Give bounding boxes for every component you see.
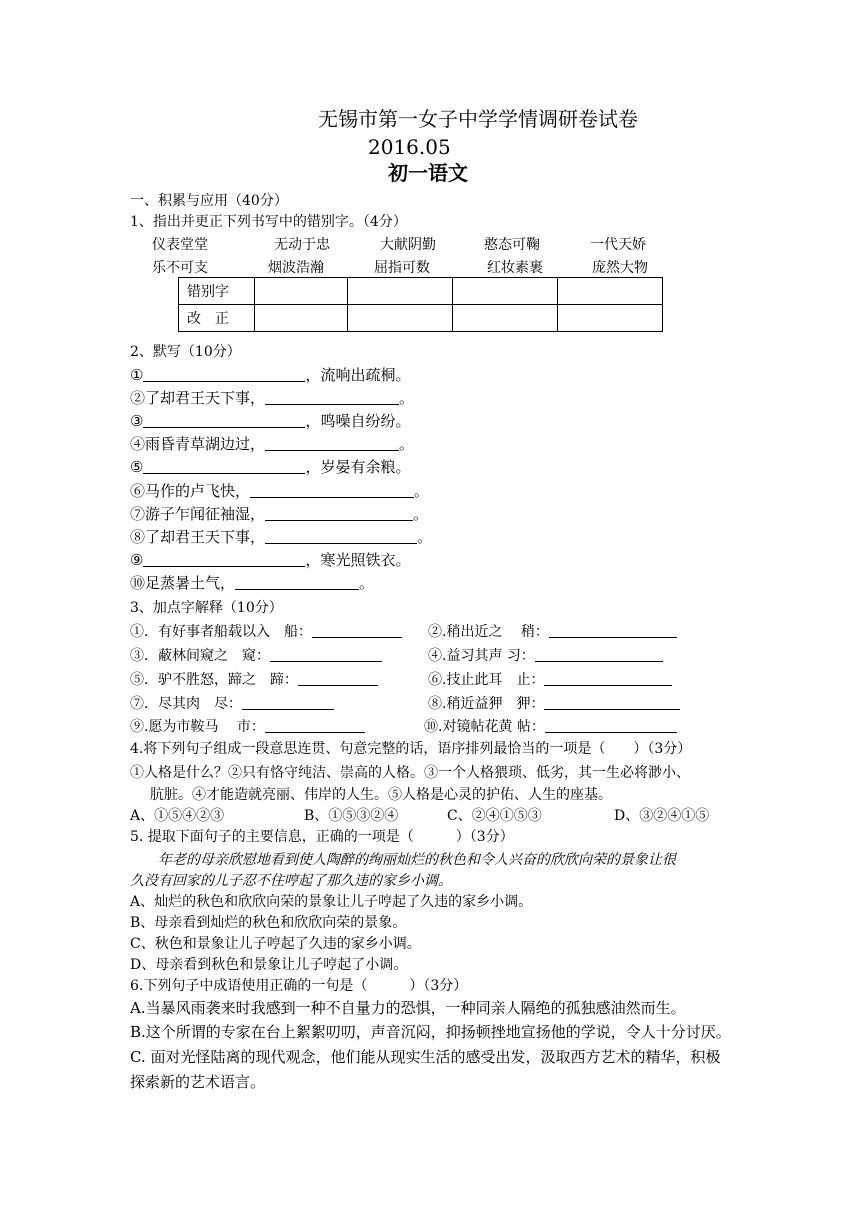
q3-item: ⑦．尽其肉 尽： bbox=[130, 695, 334, 713]
q3-item: ④.益习其声 习： bbox=[428, 647, 663, 665]
recite-line: ⑦游子乍闻征袖湿， 。 bbox=[130, 505, 429, 523]
q1-answer-table bbox=[178, 277, 663, 332]
q3-item: ⑥.技止此耳 止： bbox=[428, 671, 672, 689]
recite-line: ③ ，鸣噪自纷纷。 bbox=[130, 412, 411, 430]
q5-option-d: D、母亲看到秋色和景象让儿子哼起了小调。 bbox=[130, 957, 408, 973]
recite-line: ②了却君王天下事， 。 bbox=[130, 389, 415, 407]
q5-option-b: B、母亲看到灿烂的秋色和欣欣向荣的景象。 bbox=[130, 915, 407, 931]
q6-option-c-cont: 探索新的艺术语言。 bbox=[130, 1073, 266, 1091]
answer-cell[interactable] bbox=[348, 278, 453, 305]
subject-title: 初一语文 bbox=[388, 161, 468, 185]
q5-prompt: 5. 提取下面句子的主要信息，正确的一项是（ ）（3分） bbox=[130, 829, 514, 845]
q3-item: ⑧.稍近益狎 狎： bbox=[428, 695, 680, 713]
q3-prompt: 3、加点字解释（10分） bbox=[130, 600, 283, 616]
recite-line: ⑤ ，岁晏有余粮。 bbox=[130, 458, 411, 476]
q2-prompt: 2、默写（10分） bbox=[130, 344, 241, 360]
section-title: 一、积累与应用（40分） bbox=[130, 193, 288, 209]
q1-word: 憨态可鞠 bbox=[484, 237, 540, 253]
school-title: 无锡市第一女子中学学情调研卷试卷 bbox=[318, 107, 638, 131]
recite-line: ④雨昏青草湖边过， 。 bbox=[130, 435, 415, 453]
answer-blank[interactable] bbox=[143, 459, 305, 474]
q3-item: ②.稍出近之 稍： bbox=[428, 623, 677, 641]
answer-blank[interactable] bbox=[312, 623, 402, 638]
answer-cell[interactable] bbox=[255, 305, 348, 332]
answer-blank[interactable] bbox=[242, 695, 334, 710]
answer-blank[interactable] bbox=[265, 529, 417, 544]
answer-cell[interactable] bbox=[453, 305, 558, 332]
q6-option-a: A.当暴风雨袭来时我感到一种不自量力的恐惧，一种同亲人隔绝的孤独感油然而生。 bbox=[130, 999, 686, 1017]
answer-blank[interactable] bbox=[143, 552, 305, 567]
q1-word: 烟波浩瀚 bbox=[268, 260, 324, 276]
exam-date: 2016.05 bbox=[368, 135, 451, 159]
q6-option-c: C. 面对光怪陆离的现代观念，他们能从现实生活的感受出发，汲取西方艺术的精华，积极 bbox=[130, 1048, 721, 1066]
q4-option-d: D、③②④①⑤ bbox=[614, 808, 710, 824]
q5-option-a: A、灿烂的秋色和欣欣向荣的景象让儿子哼起了久违的家乡小调。 bbox=[130, 894, 533, 910]
q4-text: 肮脏。④才能造就亮丽、伟岸的人生。⑤人格是心灵的护佑、人生的座基。 bbox=[150, 787, 612, 803]
recite-line: ⑩足蒸暑土气， 。 bbox=[130, 574, 375, 592]
recite-line: ⑥马作的卢飞快， 。 bbox=[130, 482, 430, 500]
answer-blank[interactable] bbox=[143, 367, 305, 382]
q4-option-b: B、①⑤③②④ bbox=[304, 808, 399, 824]
answer-cell[interactable] bbox=[348, 305, 453, 332]
table-row-label: 错别字 bbox=[179, 278, 255, 305]
q1-word: 乐不可支 bbox=[152, 260, 208, 276]
answer-blank[interactable] bbox=[235, 575, 359, 590]
answer-cell[interactable] bbox=[558, 278, 663, 305]
q1-word: 庞然大物 bbox=[592, 260, 648, 276]
answer-blank[interactable] bbox=[545, 718, 677, 733]
answer-cell[interactable] bbox=[453, 278, 558, 305]
q1-word: 屈指可数 bbox=[374, 260, 430, 276]
answer-blank[interactable] bbox=[265, 718, 365, 733]
q1-word: 大献阴勤 bbox=[380, 237, 436, 253]
q3-item: ⑤．驴不胜怒，蹄之 蹄： bbox=[130, 671, 378, 689]
q4-option-a: A、①⑤④②③ bbox=[130, 808, 225, 824]
q4-option-c: C、②④①⑤③ bbox=[447, 808, 542, 824]
q5-option-c: C、秋色和景象让儿子哼起了久违的家乡小调。 bbox=[130, 936, 421, 952]
q3-item: ③．蔽林间窥之 窥： bbox=[130, 647, 382, 665]
answer-blank[interactable] bbox=[544, 671, 672, 686]
q1-word: 仪表堂堂 bbox=[152, 237, 208, 253]
q6-option-b: B.这个所谓的专家在台上絮絮叨叨，声音沉闷，抑扬顿挫地宣扬他的学说，令人十分讨厌。 bbox=[130, 1023, 731, 1041]
recite-line: ① ，流响出疏桐。 bbox=[130, 366, 411, 384]
q1-word: 无动于忠 bbox=[274, 237, 330, 253]
recite-line: ⑨ ，寒光照铁衣。 bbox=[130, 551, 411, 569]
answer-blank[interactable] bbox=[250, 483, 414, 498]
answer-cell[interactable] bbox=[255, 278, 348, 305]
answer-blank[interactable] bbox=[535, 647, 663, 662]
q3-item: ⑨.愿为市鞍马 市： bbox=[130, 718, 365, 736]
table-row-label: 改 正 bbox=[179, 305, 255, 332]
answer-blank[interactable] bbox=[265, 436, 399, 451]
answer-blank[interactable] bbox=[549, 623, 677, 638]
q1-word: 红妆素裹 bbox=[487, 260, 543, 276]
q5-sentence: 久没有回家的儿子忍不住哼起了那久违的家乡小调。 bbox=[130, 873, 452, 889]
answer-cell[interactable] bbox=[558, 305, 663, 332]
recite-line: ⑧了却君王天下事， 。 bbox=[130, 528, 433, 546]
q5-sentence: 年老的母亲欣慰地看到使人陶醉的绚丽灿烂的秋色和令人兴奋的欣欣向荣的景象让很 bbox=[158, 852, 676, 868]
q6-prompt: 6.下列句子中成语使用正确的一句是（ ）（3分） bbox=[130, 978, 468, 994]
q1-prompt: 1、指出并更正下列书写中的错别字。（4分） bbox=[130, 214, 407, 230]
answer-blank[interactable] bbox=[298, 671, 378, 686]
q3-item: ①．有好事者船载以入 船： bbox=[130, 623, 402, 641]
answer-blank[interactable] bbox=[270, 647, 382, 662]
answer-blank[interactable] bbox=[265, 390, 399, 405]
q4-prompt: 4.将下列句子组成一段意思连贯、句意完整的话，语序排列最恰当的一项是（ ）（3分） bbox=[130, 741, 692, 757]
q1-word: 一代天娇 bbox=[590, 237, 646, 253]
answer-blank[interactable] bbox=[544, 695, 680, 710]
answer-blank[interactable] bbox=[265, 506, 413, 521]
q3-item: ⑩.对镜帖花黄 帖： bbox=[424, 718, 677, 736]
answer-blank[interactable] bbox=[143, 413, 305, 428]
q4-text: ①人格是什么？②只有恪守纯洁、崇高的人格。③一个人格猥琐、低劣，其一生必将渺小、 bbox=[130, 765, 690, 781]
